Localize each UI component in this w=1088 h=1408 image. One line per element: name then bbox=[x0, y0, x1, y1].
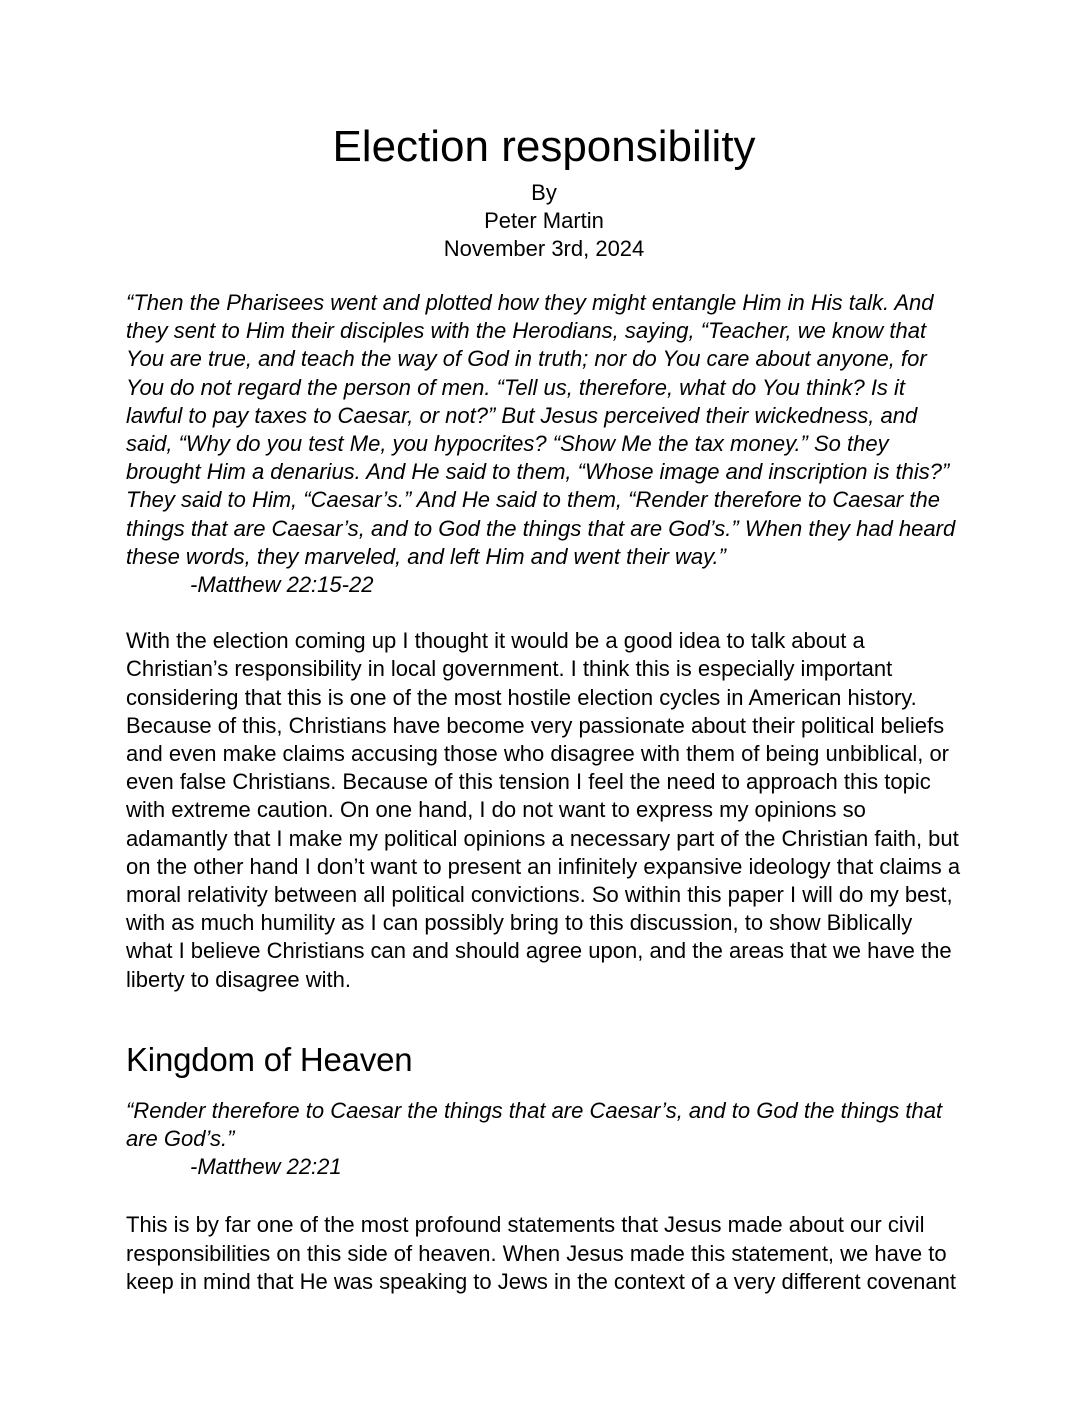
document-content bbox=[126, 0, 962, 1296]
scripture-citation-2: -Matthew 22:21 bbox=[190, 1154, 342, 1180]
spacer-after-heading bbox=[126, 1080, 962, 1097]
body-paragraph-1: This is by far one of the most profound statements that Jesus made about our civil responsibilities on this side of heaven. When Jesus made this statement, we have to keep in mind that He was speaking to Jews in the context of a very different covenant bbox=[126, 1212, 956, 1294]
spacer-after-citation-1 bbox=[126, 599, 962, 627]
scripture-quote-matthew-22-21: “Render therefore to Caesar the things that are Caesar’s, and to God the things that are God’s.” bbox=[126, 1097, 943, 1152]
spacer-before-scripture-1 bbox=[126, 263, 962, 289]
byline-block bbox=[126, 179, 962, 263]
scripture-quote-matthew-22-15-22: “Then the Pharisees went and plotted how they might entangle Him in His talk. And they sent to Him their disciples with the Herodians, saying, “Teacher, we know that You are true, and teach the way of God in truth; nor do You care about anyone, for You do not regard the person of men. “Tell us, therefore, what do You think? Is it lawful to pay taxes to Caesar, or not?” But Jesus perceived their wickedness, and said, “Why do you test Me, you hypocrites? “Show Me the tax money.” So they brought Him a denarius. And He said to them, “Whose image and inscription is this?” They said to Him, “Caesar’s.” And He said to them, “Render therefore to Caesar the things that are Caesar’s, and to God the things that are God’s.” When they had heard these words, they marveled, and left Him and went their way.” bbox=[126, 290, 956, 569]
intro-paragraph: With the election coming up I thought it would be a good idea to talk about a Christian’s responsibility in local government. I think this is especially important considering that this is one of the most hostile election cycles in American history. Because of this, Christians have become very passionate about their political beliefs and even make claims accusing those who disagree with them of being unbiblical, or even false Christians. Because of this tension I feel the need to approach this topic with extreme caution. On one hand, I do not want to express my opinions so adamantly that I make my political opinions a necessary part of the Christian faith, but on the other hand I don’t want to present an infinitely expansive ideology that claims a moral relativity between all political convictions. So within this paper I will do my best, with as much humility as I can possibly bring to this discussion, to show Biblically what I believe Christians can and should agree upon, and the areas that we have the liberty to disagree with. bbox=[126, 628, 961, 992]
spacer-after-citation-2 bbox=[126, 1181, 962, 1211]
byline-date: November 3rd, 2024 bbox=[443, 236, 645, 261]
section-heading-kingdom-of-heaven: Kingdom of Heaven bbox=[126, 1040, 413, 1078]
page-title: Election responsibility bbox=[332, 122, 756, 171]
spacer-before-heading bbox=[126, 994, 962, 1040]
byline-by-label: By bbox=[531, 180, 557, 205]
byline-author: Peter Martin bbox=[484, 208, 604, 233]
scripture-citation-1: -Matthew 22:15-22 bbox=[190, 572, 374, 598]
